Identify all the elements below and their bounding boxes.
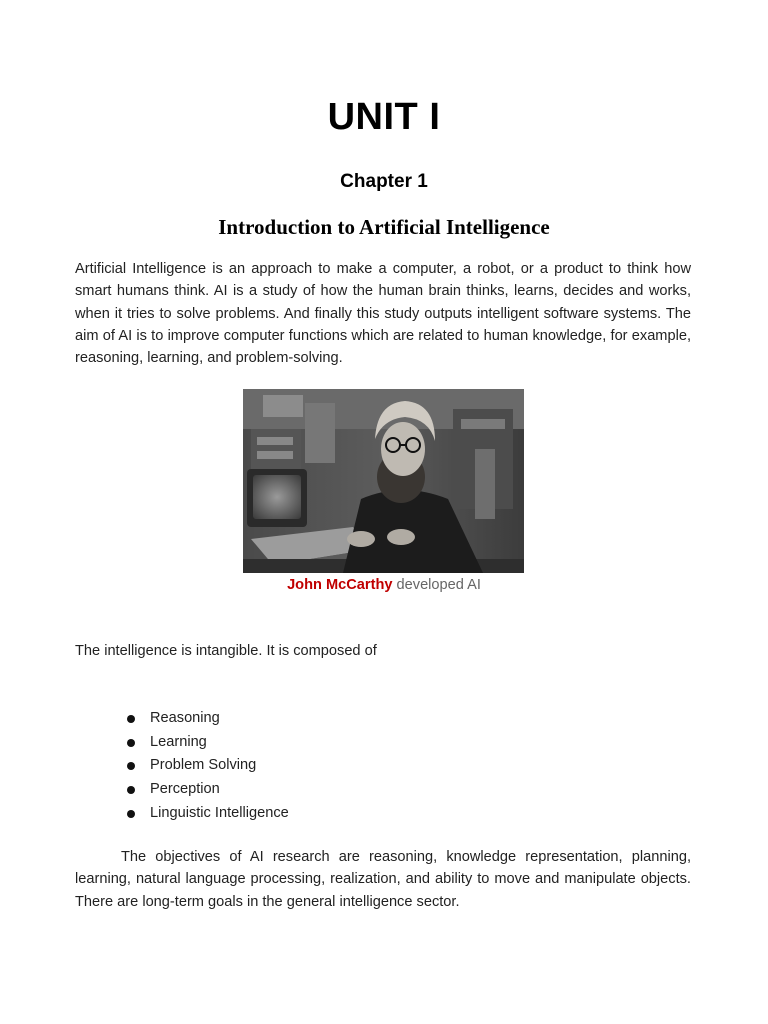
caption-name: John McCarthy <box>287 577 393 593</box>
bullet-icon <box>127 810 135 818</box>
list-item <box>126 754 289 778</box>
list-item-label: Reasoning <box>150 710 220 726</box>
list-item-label: Learning <box>150 733 207 750</box>
list-item-label: Linguistic Intelligence <box>150 804 289 821</box>
list-item <box>126 802 289 826</box>
figure-caption <box>0 577 768 593</box>
bullet-icon <box>127 762 135 770</box>
components-list <box>126 707 289 825</box>
unit-title: UNIT I <box>327 96 441 138</box>
list-item <box>126 778 289 802</box>
list-item <box>126 707 289 731</box>
list-item-label: Perception <box>150 781 220 798</box>
bullet-icon <box>127 786 135 794</box>
list-item <box>126 731 289 755</box>
bullet-icon <box>127 739 135 747</box>
bullet-icon <box>127 715 135 723</box>
section-title: Introduction to Artificial Intelligence <box>218 215 550 239</box>
intangible-line: The intelligence is intangible. It is composed of <box>75 643 377 659</box>
list-item-label: Problem Solving <box>150 757 257 774</box>
john-mccarthy-photo <box>243 389 524 573</box>
caption-text: developed AI <box>392 577 481 593</box>
chapter-title: Chapter 1 <box>340 171 428 192</box>
objectives-paragraph: The objectives of AI research are reasoning, knowledge representation, planning, learning, natural language processing, realization, and ability to move and manipulate objects. There are long-term goals in the general intelligence sector. <box>75 849 691 910</box>
intro-paragraph: Artificial Intelligence is an approach to make a computer, a robot, or a product to think how smart humans think. AI is a study of how the human brain thinks, learns, decides and works, when it tries to solve problems. And finally this study outputs intelligent software systems. The aim of AI is to improve computer functions which are related to human knowledge, for example, reasoning, learning, and problem-solving. <box>75 261 691 367</box>
